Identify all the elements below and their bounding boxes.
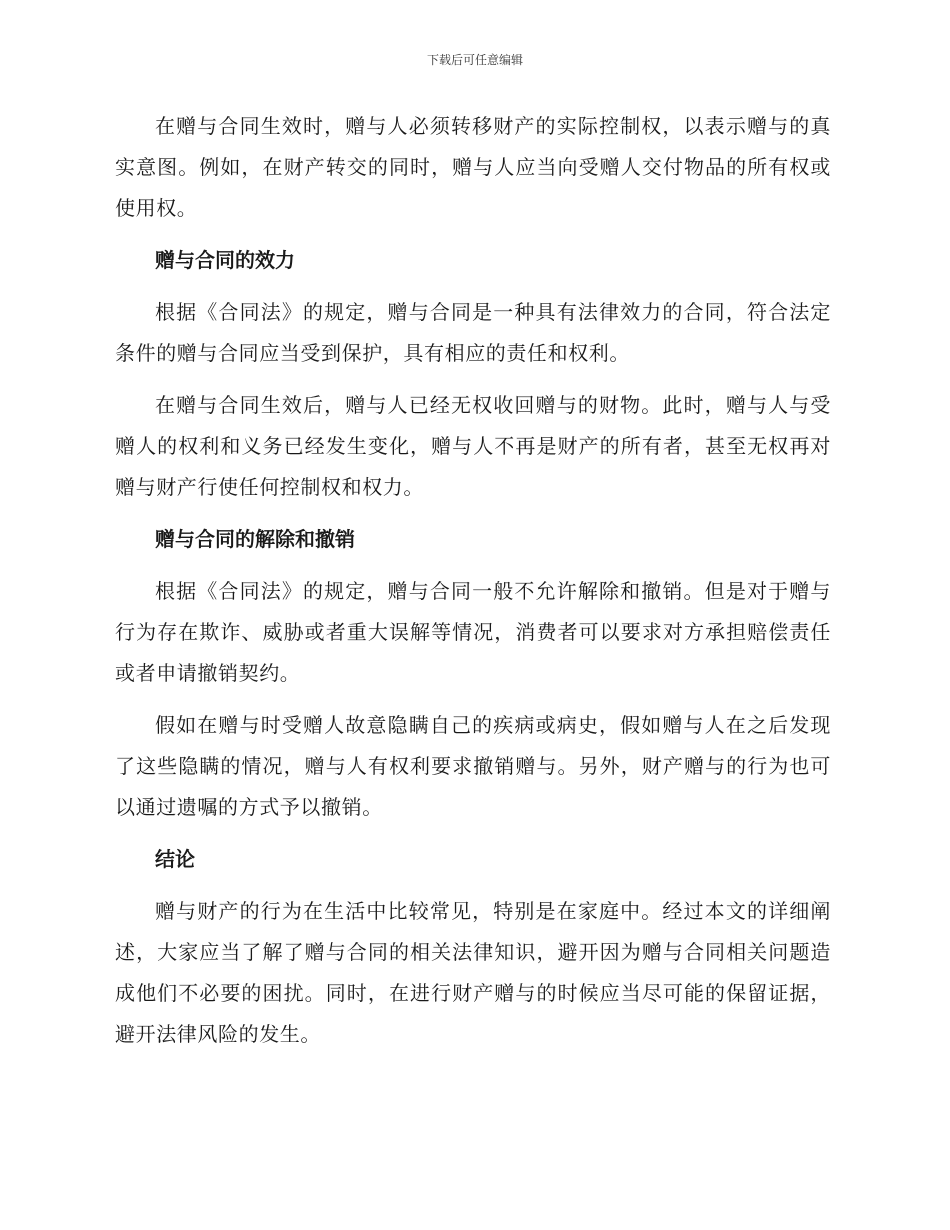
paragraph-transfer-control: 在赠与合同生效时，赠与人必须转移财产的实际控制权，以表示赠与的真实意图。例如，在财产转交的同时，赠与人应当向受赠人交付物品的所有权或使用权。 — [115, 114, 831, 220]
section-heading-conclusion: 结论 — [155, 847, 195, 871]
document-body — [115, 106, 831, 1066]
paragraph-legal-effect: 根据《合同法》的规定，赠与合同是一种具有法律效力的合同，符合法定条件的赠与合同应当受到保护，具有相应的责任和权利。 — [115, 300, 831, 365]
section-heading-effect: 赠与合同的效力 — [155, 248, 295, 272]
paragraph-termination-rules: 根据《合同法》的规定，赠与合同一般不允许解除和撤销。但是对于赠与行为存在欺诈、威胁或者重大误解等情况，消费者可以要求对方承担赔偿责任或者申请撤销契约。 — [115, 579, 831, 685]
paragraph-conclusion: 赠与财产的行为在生活中比较常见，特别是在家庭中。经过本文的详细阐述，大家应当了解了赠与合同的相关法律知识，避开因为赠与合同相关问题造成他们不必要的困扰。同时，在进行财产赠与的时候应当尽可能的保留证据，避开法律风险的发生。 — [115, 899, 831, 1046]
page-header: 下载后可任意编辑 — [426, 53, 523, 67]
paragraph-concealment: 假如在赠与时受赠人故意隐瞒自己的疾病或病史，假如赠与人在之后发现了这些隐瞒的情况，赠与人有权利要求撤销赠与。另外，财产赠与的行为也可以通过遗嘱的方式予以撤销。 — [115, 713, 831, 819]
paragraph-after-effective: 在赠与合同生效后，赠与人已经无权收回赠与的财物。此时，赠与人与受赠人的权利和义务已经发生变化，赠与人不再是财产的所有者，甚至无权再对赠与财产行使任何控制权和权力。 — [115, 393, 831, 499]
section-heading-termination: 赠与合同的解除和撤销 — [155, 527, 355, 551]
